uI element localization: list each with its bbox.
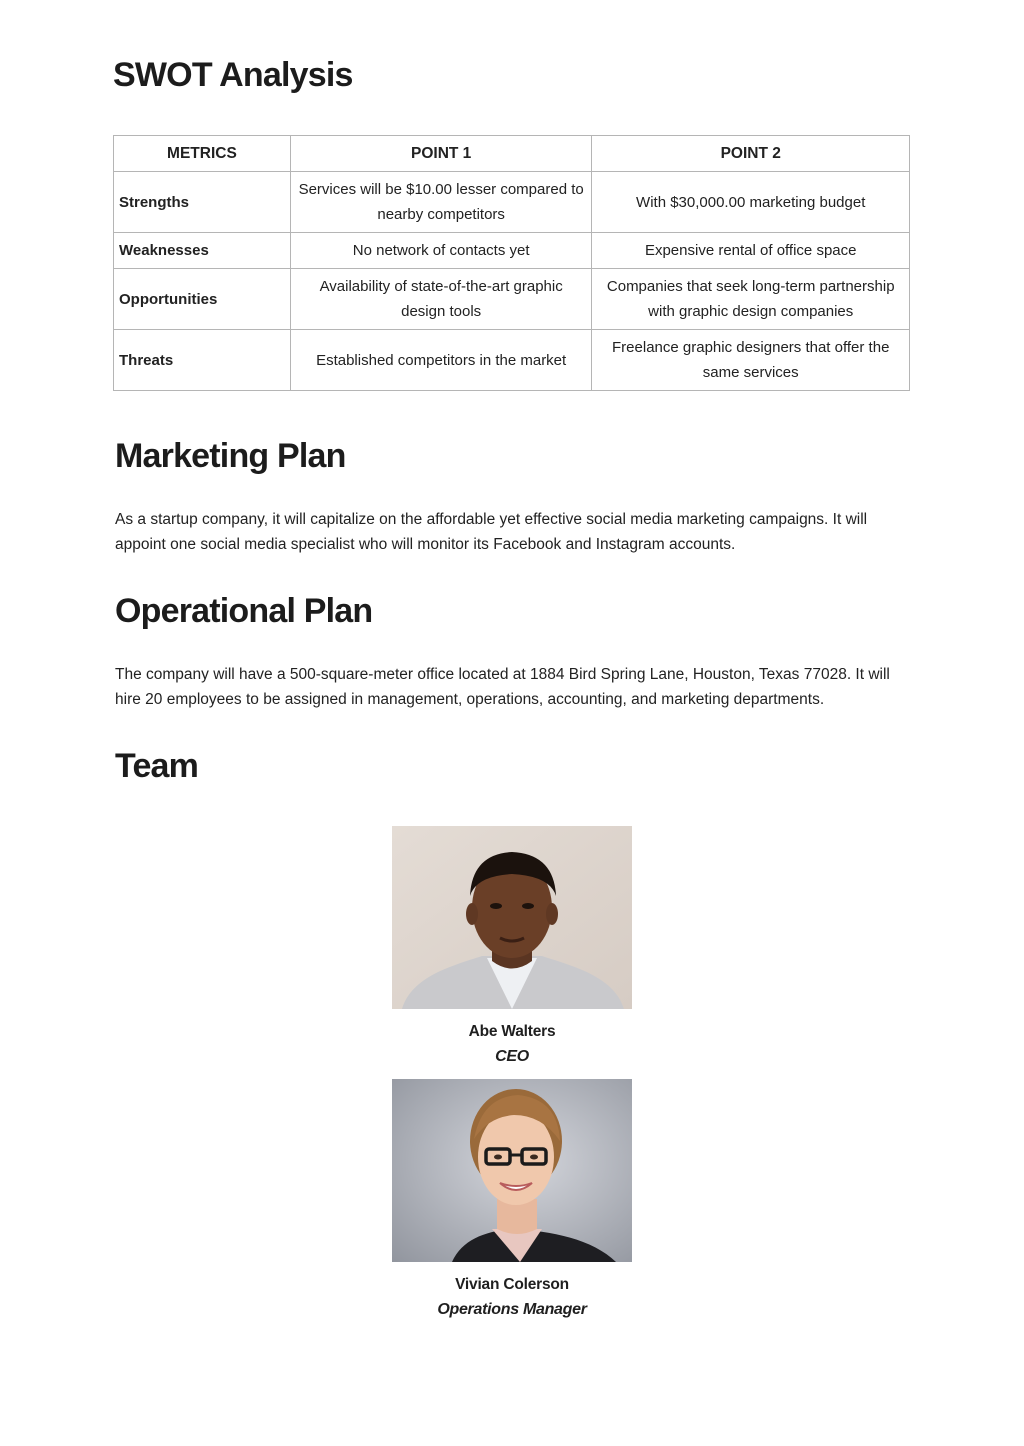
table-header-row	[114, 136, 910, 172]
operational-plan-title: Operational Plan	[115, 592, 373, 630]
point-2-cell: With $30,000.00 marketing budget	[592, 172, 910, 233]
point-2-cell: Freelance graphic designers that offer the same services	[592, 330, 910, 391]
team-title: Team	[115, 747, 199, 785]
table-row	[114, 233, 910, 269]
metric-cell: Opportunities	[114, 269, 291, 330]
column-header-metrics: METRICS	[114, 136, 291, 172]
team-member-card	[392, 826, 632, 1069]
metric-cell: Threats	[114, 330, 291, 391]
column-header-point-2: POINT 2	[592, 136, 910, 172]
team-member-card	[392, 1079, 632, 1322]
table-row	[114, 269, 910, 330]
team-member-name: Vivian Colerson	[455, 1276, 569, 1293]
point-1-cell: Availability of state-of-the-art graphic design tools	[290, 269, 592, 330]
metric-cell: Strengths	[114, 172, 291, 233]
column-header-point-1: POINT 1	[290, 136, 592, 172]
point-1-cell: No network of contacts yet	[290, 233, 592, 269]
metric-cell: Weaknesses	[114, 233, 291, 269]
marketing-plan-text: As a startup company, it will capitalize on the affordable yet effective social media marketing campaigns. It will appoint one social media specialist who will monitor its Facebook and Instagram accounts.	[115, 511, 868, 553]
swot-table	[113, 135, 910, 391]
team-member-photo	[392, 1079, 632, 1262]
marketing-plan-title: Marketing Plan	[115, 437, 346, 475]
operational-plan-text: The company will have a 500-square-meter office located at 1884 Bird Spring Lane, Houston, Texas 77028. It will hire 20 employees to be assigned in management, operations, accounting, and marketing departments.	[115, 666, 890, 708]
table-row	[114, 330, 910, 391]
team-member-name: Abe Walters	[468, 1023, 556, 1040]
point-2-cell: Expensive rental of office space	[592, 233, 910, 269]
team-member-role: CEO	[495, 1048, 529, 1065]
team-member-role: Operations Manager	[437, 1301, 587, 1318]
team-member-photo	[392, 826, 632, 1009]
swot-title: SWOT Analysis	[113, 56, 353, 94]
point-1-cell: Established competitors in the market	[290, 330, 592, 391]
table-row	[114, 172, 910, 233]
point-2-cell: Companies that seek long-term partnership with graphic design companies	[592, 269, 910, 330]
point-1-cell: Services will be $10.00 lesser compared to nearby competitors	[290, 172, 592, 233]
